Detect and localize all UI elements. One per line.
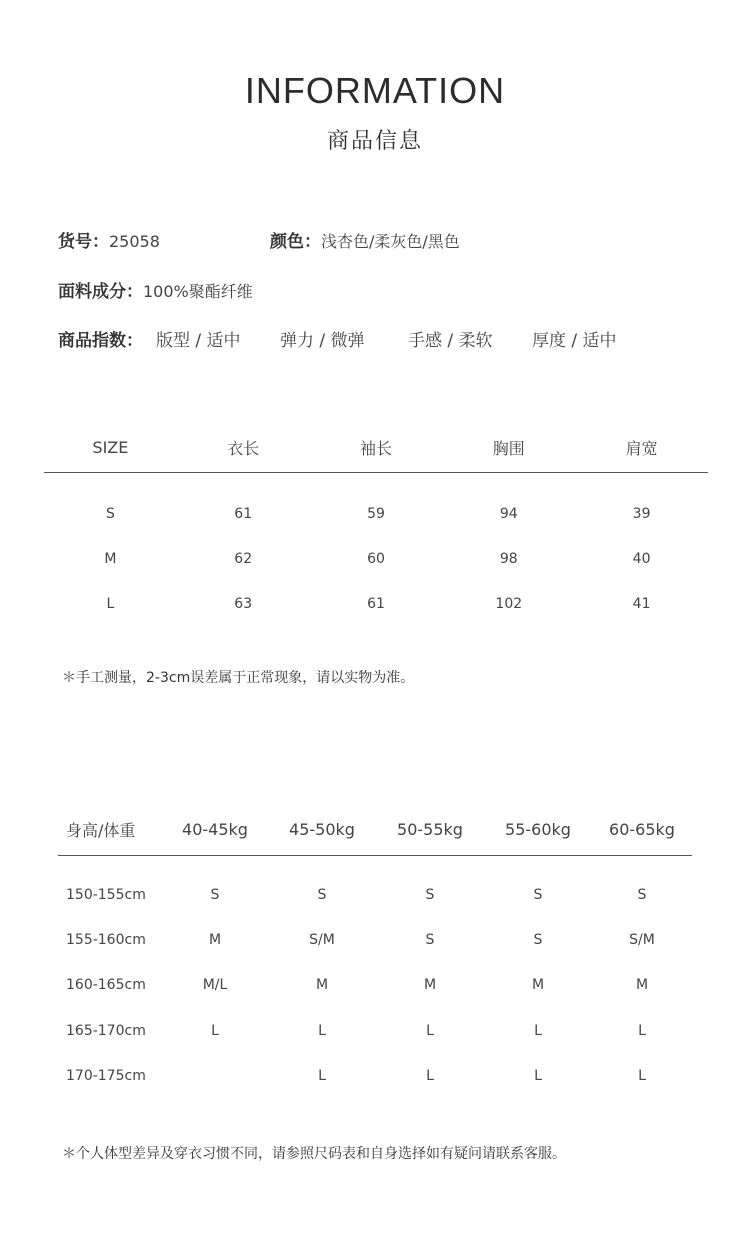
- table-cell: S: [533, 931, 543, 948]
- size-measure-note: ＊手工测量，2-3cm误差属于正常现象，请以实物为准。: [62, 670, 415, 686]
- table-cell: S: [105, 505, 115, 522]
- height-cell: 155-160cm: [66, 931, 146, 948]
- table-cell: [162, 1053, 268, 1098]
- page-title-en: INFORMATION: [244, 70, 506, 111]
- table-cell: 40: [632, 550, 651, 567]
- size-header-cell: 肩宽: [575, 424, 708, 472]
- table-cell: 62: [234, 550, 253, 567]
- table-cell: S: [317, 886, 327, 903]
- table-cell: M: [635, 977, 649, 994]
- table-cell: 39: [632, 505, 651, 522]
- table-cell: M: [208, 931, 222, 948]
- height-cell: 150-155cm: [66, 886, 146, 903]
- table-cell: S: [533, 886, 543, 903]
- table-cell: S: [425, 931, 435, 948]
- table-cell: S/M: [629, 931, 655, 948]
- table-cell: L: [106, 595, 115, 612]
- fit-header-cell: 45-50kg: [268, 805, 376, 855]
- index-thickness: 厚度 / 适中: [532, 331, 617, 351]
- table-cell: L: [318, 1022, 326, 1039]
- size-table-header: [44, 424, 708, 472]
- table-cell: S: [637, 886, 647, 903]
- table-cell: L: [426, 1067, 434, 1084]
- table-row: [44, 581, 708, 626]
- product-index-label: 商品指数：: [58, 331, 143, 351]
- height-cell: 165-170cm: [66, 1022, 146, 1039]
- table-cell: 63: [234, 595, 253, 612]
- size-header-cell: SIZE: [44, 424, 177, 472]
- color-label: 颜色：: [270, 232, 321, 252]
- index-elasticity: 弹力 / 微弹: [280, 331, 365, 351]
- size-header-cell: 衣长: [177, 424, 310, 472]
- fabric-value: 100%聚酯纤维: [143, 282, 253, 301]
- index-hand-feel: 手感 / 柔软: [408, 331, 493, 351]
- table-row: [58, 872, 692, 917]
- table-cell: M: [104, 550, 117, 567]
- table-cell: 61: [367, 595, 385, 612]
- fit-header-cell: 40-45kg: [162, 805, 268, 855]
- table-cell: L: [211, 1022, 219, 1039]
- table-cell: L: [638, 1067, 646, 1084]
- table-row: [58, 963, 692, 1008]
- table-cell: L: [318, 1067, 326, 1084]
- table-cell: 98: [499, 550, 518, 567]
- table-cell: M: [423, 977, 437, 994]
- table-cell: L: [638, 1022, 646, 1039]
- fit-header-cell: 55-60kg: [484, 805, 592, 855]
- fit-header-cell: 身高/体重: [58, 805, 162, 855]
- height-cell: 160-165cm: [66, 977, 146, 994]
- table-cell: M/L: [202, 977, 228, 994]
- table-cell: L: [426, 1022, 434, 1039]
- page-title-cn: 商品信息: [326, 129, 423, 154]
- table-row: [44, 536, 708, 581]
- table-row: [58, 1008, 692, 1053]
- table-cell: S: [425, 886, 435, 903]
- fabric-info: [58, 277, 253, 302]
- size-header-cell: 胸围: [442, 424, 575, 472]
- table-row: [58, 1053, 692, 1098]
- table-cell: 59: [367, 505, 385, 522]
- table-cell: L: [534, 1022, 542, 1039]
- size-table: [44, 424, 708, 626]
- table-cell: 60: [367, 550, 385, 567]
- fit-advice-note: ＊个人体型差异及穿衣习惯不同，请参照尺码表和自身选择如有疑问请联系客服。: [62, 1146, 566, 1162]
- height-cell: 170-175cm: [66, 1067, 146, 1084]
- size-header-cell: 袖长: [310, 424, 443, 472]
- table-cell: M: [531, 977, 545, 994]
- table-cell: M: [315, 977, 329, 994]
- table-row: [44, 491, 708, 536]
- fit-table-header: [58, 805, 692, 855]
- table-cell: 94: [499, 505, 518, 522]
- item-number: [58, 227, 160, 252]
- item-number-label: 货号：: [58, 232, 109, 252]
- fabric-label: 面料成分：: [58, 282, 143, 302]
- fit-table: [58, 805, 692, 1098]
- table-cell: S/M: [309, 931, 335, 948]
- index-fit: 版型 / 适中: [156, 331, 241, 351]
- table-cell: 41: [632, 595, 651, 612]
- item-number-value: 25058: [109, 232, 160, 251]
- table-row: [58, 917, 692, 962]
- fit-header-cell: 50-55kg: [376, 805, 484, 855]
- color-info: [270, 227, 460, 252]
- table-cell: L: [534, 1067, 542, 1084]
- table-cell: S: [210, 886, 220, 903]
- table-cell: 61: [234, 505, 253, 522]
- table-cell: 102: [495, 595, 523, 612]
- fit-header-cell: 60-65kg: [592, 805, 692, 855]
- color-value: 浅杏色/柔灰色/黑色: [321, 232, 460, 251]
